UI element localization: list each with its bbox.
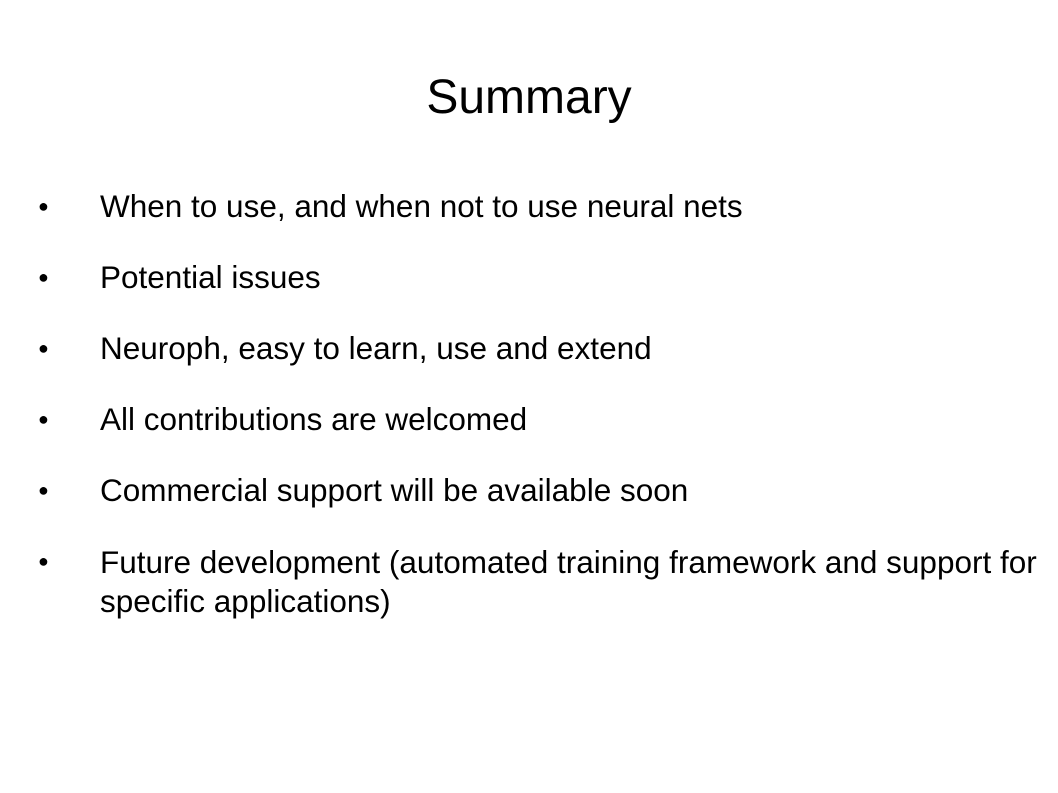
bullet-text: When to use, and when not to use neural nets bbox=[100, 188, 743, 224]
bullet-dot-icon: ● bbox=[38, 551, 49, 571]
bullet-item bbox=[38, 543, 1038, 621]
bullet-dot-icon: ● bbox=[38, 267, 49, 287]
bullet-dot-icon: ● bbox=[38, 338, 49, 358]
bullet-dot-icon: ● bbox=[38, 409, 49, 429]
bullet-text: Future development (automated training framework and support for specific applications) bbox=[100, 544, 1037, 619]
bullet-text: Commercial support will be available soon bbox=[100, 472, 689, 508]
bullet-text: Neuroph, easy to learn, use and extend bbox=[100, 330, 652, 366]
bullet-list bbox=[38, 188, 1038, 655]
bullet-item bbox=[38, 188, 1038, 225]
bullet-dot-icon: ● bbox=[38, 480, 49, 500]
bullet-text: Potential issues bbox=[100, 259, 321, 295]
bullet-item bbox=[38, 472, 1038, 509]
bullet-text: All contributions are welcomed bbox=[100, 401, 528, 437]
slide-title: Summary bbox=[426, 71, 632, 124]
bullet-dot-icon: ● bbox=[38, 196, 49, 216]
bullet-item bbox=[38, 259, 1038, 296]
bullet-item bbox=[38, 330, 1038, 367]
bullet-item bbox=[38, 401, 1038, 438]
